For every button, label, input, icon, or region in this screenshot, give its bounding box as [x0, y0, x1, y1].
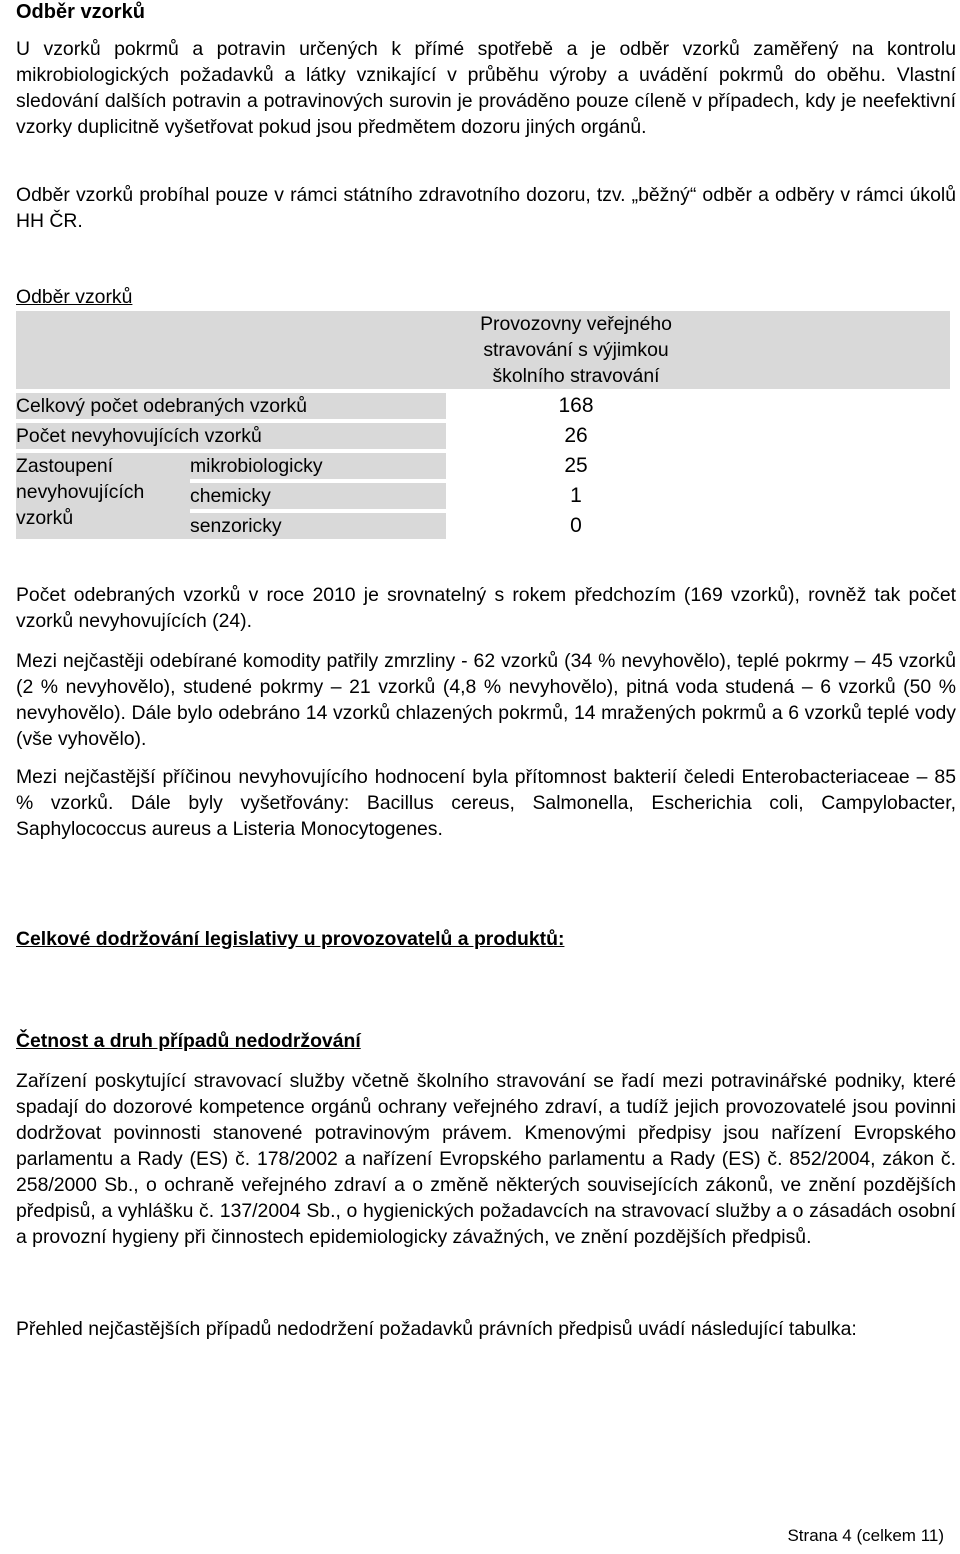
paragraph-causes: Mezi nejčastější příčinou nevyhovujícího hodnocení byla přítomnost bakterií čeledi Enterobacteriaceae – 85 % vzorků. Dále byly vyšetřovány: Bacillus cereus, Salmonella, Escherichia coli, Campylobacter, Saphylococcus aureus a Listeria Monocytogenes.: [16, 766, 956, 840]
row-label: mikrobiologicky: [190, 453, 446, 479]
intro-paragraph-2: Odběr vzorků probíhal pouze v rámci státního zdravotního dozoru, tzv. „běžný“ odběr a odběry v rámci úkolů HH ČR.: [16, 184, 956, 232]
table-header-row: [16, 311, 950, 389]
heading-legislation: Celkové dodržování legislativy u provozovatelů a produktů:: [16, 928, 565, 950]
table-row: [16, 453, 950, 479]
table-row: [16, 423, 950, 449]
page-number: Strana 4 (celkem 11): [787, 1526, 944, 1545]
samples-table: [16, 307, 950, 543]
intro-paragraph-1: U vzorků pokrmů a potravin určených k přímé spotřebě a je odběr vzorků zaměřený na kontrolu mikrobiologických požadavků a látky vznikající v průběhu výroby a uvádění pokrmů do oběhu. Vlastní sledování dalších potravin a potravinových surovin je prováděno pouze cíleně v případech, kdy je neefektivní vzorky duplicitně vyšetřovat pokud jsou předmětem dozoru jiných orgánů.: [16, 38, 956, 138]
group-line-2: nevyhovujících: [16, 481, 145, 503]
row-label: chemicky: [190, 483, 446, 509]
row-blank: [706, 393, 950, 419]
group-label-cell: [16, 453, 190, 539]
header-line-3: školního stravování: [492, 365, 660, 387]
row-value: 0: [570, 514, 582, 537]
row-label: senzoricky: [190, 513, 446, 539]
header-empty-cell: [16, 311, 446, 389]
paragraph-legislation: Zařízení poskytující stravovací služby včetně školního stravování se řadí mezi potravinářské podniky, které spadají do dozorové kompetence orgánů ochrany veřejného zdraví, a tudíž jejich provozovatelé jsou povinni dodržovat povinnosti stanovené potravinovým právem. Kmenovými předpisy jsou nařízení Evropského parlamentu a Rady (ES) č. 178/2002 a nařízení Evropského parlamentu a Rady (ES) č. 852/2004, zákon č. 258/2000 Sb., o ochraně veřejného zdraví a o změně některých souvisejících zákonů, ve znění pozdějších předpisů, a vyhlášku č. 137/2004 Sb., o hygienických požadavcích na stravovací služby a o zásadách osobní a provozní hygieny při činnostech epidemiologicky závažných, ve znění pozdějších předpisů.: [16, 1070, 956, 1248]
paragraph-sample-count: Počet odebraných vzorků v roce 2010 je srovnatelný s rokem předchozím (169 vzorků), rovněž tak počet vzorků nevyhovujících (24).: [16, 584, 956, 632]
table-caption: Odběr vzorků: [16, 286, 133, 308]
heading-frequency: Četnost a druh případů nedodržování: [16, 1030, 361, 1052]
row-blank: [706, 513, 950, 539]
header-facility-cell: [446, 311, 706, 389]
row-label: Celkový počet odebraných vzorků: [16, 393, 446, 419]
group-line-1: Zastoupení: [16, 455, 114, 477]
group-line-3: vzorků: [16, 507, 74, 529]
row-value: 26: [564, 424, 588, 447]
row-value: 25: [564, 454, 588, 477]
header-line-2: stravování s výjimkou: [483, 339, 669, 361]
row-value: 168: [558, 394, 594, 417]
table-row: [16, 393, 950, 419]
row-value: 1: [570, 484, 582, 507]
header-blank-cell: [706, 311, 950, 389]
row-blank: [706, 483, 950, 509]
header-line-1: Provozovny veřejného: [480, 313, 672, 335]
row-label: Počet nevyhovujících vzorků: [16, 423, 446, 449]
row-blank: [706, 423, 950, 449]
paragraph-overview: Přehled nejčastějších případů nedodržení požadavků právních předpisů uvádí následující tabulka:: [16, 1318, 857, 1340]
section-title: Odběr vzorků: [16, 1, 145, 23]
row-blank: [706, 453, 950, 479]
paragraph-commodities: Mezi nejčastěji odebírané komodity patřily zmrzliny - 62 vzorků (34 % nevyhovělo), teplé pokrmy – 45 vzorků (2 % nevyhovělo), studené pokrmy – 21 vzorků (4,8 % nevyhovělo), pitná voda studená – 6 vzorků (50 % nevyhovělo). Dále bylo odebráno 14 vzorků chlazených pokrmů, 14 mražených pokrmů a 6 vzorků teplé vody (vše vyhovělo).: [16, 650, 956, 750]
